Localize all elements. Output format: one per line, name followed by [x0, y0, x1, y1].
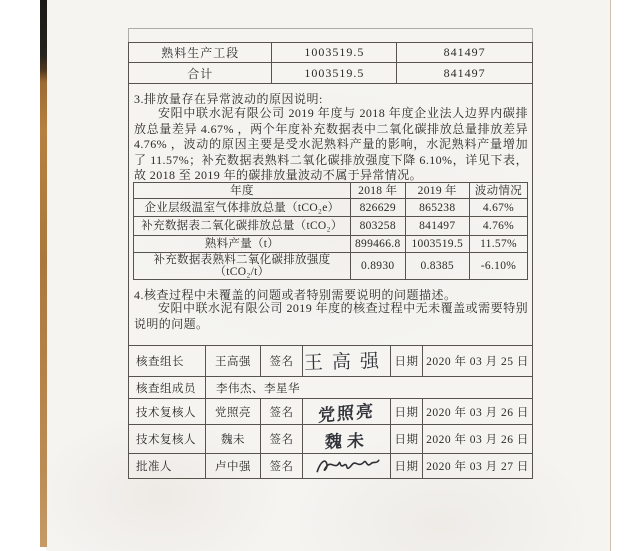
reviewer2-role: 技术复核人	[129, 425, 206, 454]
row-intensity-label-line1: 补充数据表熟料二氧化碳排放强度	[153, 254, 331, 266]
leader-date: 2020 年 03 月 25 日	[423, 346, 532, 377]
row-co2-total-label: 补充数据表二氧化碳排放总量（tCO₂）	[134, 217, 351, 236]
section3-paragraph: 安阳中联水泥有限公司 2019 年度与 2018 年度企业法人边界内碳排放总量差异 4.67% ，两个年度补充数据表中二氧化碳排放总量排放差异 4.76% ，波动的原因主要是受水泥熟料产量的影响，水泥熟料产量增加了 11.57%；补充数据表熟料二氧化碳排放强度下降 6.10%，详见下表，故 2018 至 2019 年的碳排放量波动不属于异常情况。	[134, 106, 528, 183]
row-clinker-output-change: 11.57%	[470, 236, 527, 253]
row-clinker-output-2019: 1003519.5	[406, 236, 470, 253]
row-co2-total-2018: 803258	[351, 217, 406, 236]
leader-date-label: 日期	[391, 346, 423, 377]
table-cell-total-2019: 1003519.5	[272, 63, 397, 84]
year-comparison-table	[133, 182, 528, 280]
row-ghg-total-label: 企业层级温室气体排放总量（tCO₂e）	[134, 199, 351, 217]
section4-paragraph: 安阳中联水泥有限公司 2019 年度的核查过程中无未覆盖或需要特别说明的问题。	[134, 301, 528, 331]
signature-table	[129, 345, 532, 478]
approver-date: 2020 年 03 月 27 日	[426, 461, 529, 473]
row-ghg-total-2019: 865238	[406, 199, 470, 217]
row-ghg-total-change: 4.67%	[470, 199, 527, 217]
approver-name: 卢中强	[206, 454, 261, 478]
header-2019: 2019 年	[406, 183, 470, 199]
reviewer1-date: 2020 年 03 月 26 日	[423, 399, 532, 425]
row-clinker-output-2018: 899466.8	[351, 236, 406, 253]
leader-name: 王高强	[206, 346, 261, 377]
leader-signature-cell	[303, 346, 391, 377]
row-ghg-total-2018: 826629	[351, 199, 406, 217]
book-spine-strip	[40, 0, 47, 547]
table-cell-stage-2019: 1003519.5	[272, 43, 397, 63]
row-intensity-2018: 0.8930	[351, 253, 406, 279]
table-cell-stage-label: 熟料生产工段	[129, 43, 272, 63]
leader-handwritten-signature: 王高强	[304, 349, 389, 374]
header-year: 年度	[134, 183, 351, 199]
members-names: 李伟杰、李星华	[206, 377, 532, 399]
reviewer2-signature-cell	[303, 425, 391, 454]
table-cell-total-2018: 841497	[397, 63, 532, 84]
row-intensity-label-line2: （tCO₂/t）	[214, 266, 270, 278]
reviewer1-sign-label: 签名	[261, 399, 303, 425]
verification-form-frame	[128, 42, 533, 479]
reviewer2-sign-label: 签名	[261, 425, 303, 454]
approver-signature-scribble	[312, 452, 381, 480]
row-clinker-output-label: 熟料产量（t）	[134, 236, 351, 253]
table-cell-total-label: 合计	[129, 63, 272, 84]
page-right-edge	[610, 0, 611, 551]
previous-page-cutoff-row	[128, 28, 533, 42]
reviewer2-name: 魏未	[206, 425, 261, 454]
leader-sign-label: 签名	[261, 346, 303, 377]
approver-sign-label: 签名	[261, 454, 303, 478]
table-cell-stage-2018: 841497	[397, 43, 532, 63]
header-2018: 2018 年	[351, 183, 406, 199]
reviewer1-signature-cell	[303, 399, 391, 425]
members-role: 核查组成员	[129, 377, 206, 399]
section4-title: 4.核查过程中未覆盖的问题或者特别需要说明的问题描述。	[134, 288, 457, 302]
header-change: 波动情况	[470, 183, 527, 199]
reviewer1-role: 技术复核人	[129, 399, 206, 425]
reviewer1-handwritten-signature: 党照亮	[317, 401, 376, 427]
row-intensity-change: -6.10%	[480, 260, 517, 272]
reviewer2-handwritten-signature: 魏未	[324, 430, 369, 453]
section3-title: 3.排放量存在异常波动的原因说明:	[134, 92, 323, 106]
reviewer1-name: 党照亮	[206, 399, 261, 425]
row-intensity-label	[134, 253, 351, 279]
reviewer2-date: 2020 年 03 月 26 日	[423, 425, 532, 454]
approver-date-label: 日期	[391, 454, 423, 478]
emission-continuation-table	[129, 43, 532, 84]
leader-role: 核查组长	[129, 346, 206, 377]
reviewer2-date-label: 日期	[391, 425, 423, 454]
approver-signature-cell	[303, 454, 391, 478]
row-co2-total-2019: 841497	[406, 217, 470, 236]
reviewer1-date-label: 日期	[391, 399, 423, 425]
row-co2-total-change: 4.76%	[470, 217, 527, 236]
row-intensity-2019: 0.8385	[406, 253, 470, 279]
approver-role: 批准人	[129, 454, 206, 478]
